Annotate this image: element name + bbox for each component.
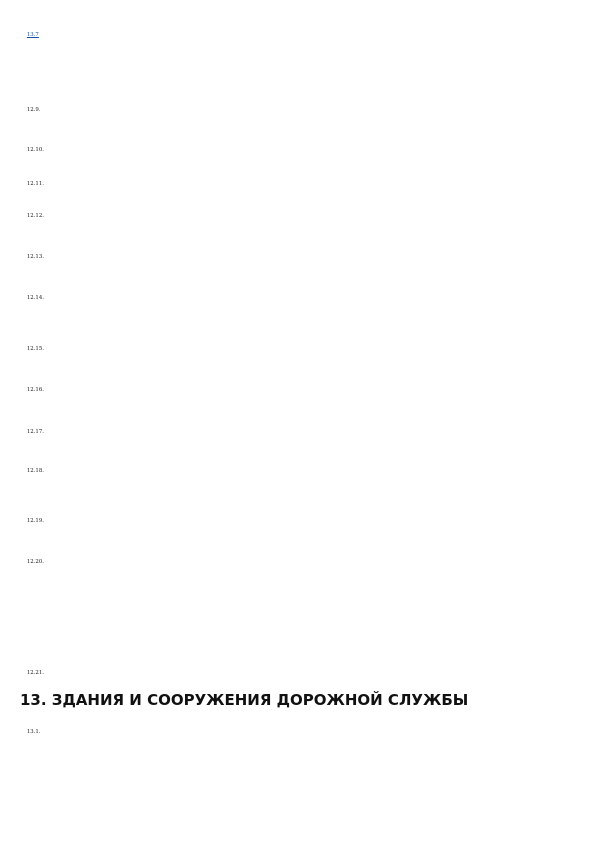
paragraph <box>20 548 575 569</box>
paragraph <box>20 170 575 191</box>
paragraph <box>20 418 575 448</box>
paragraph-number: 12.21. <box>26 669 45 676</box>
paragraph <box>20 64 575 85</box>
paragraph-number: 12.15. <box>26 345 45 352</box>
paragraph-number: 12.17. <box>26 428 45 435</box>
list-item <box>20 620 575 632</box>
paragraph <box>20 718 575 739</box>
paragraph <box>20 40 575 52</box>
paragraph <box>20 335 575 365</box>
list-item <box>20 640 575 652</box>
list-item <box>20 600 575 612</box>
paragraph <box>20 243 575 273</box>
paragraph-number: 12.14. <box>26 294 45 301</box>
paragraph-number: 13.1. <box>26 728 41 735</box>
paragraph-number: 12.18. <box>26 467 45 474</box>
paragraph-number: 12.10. <box>26 146 45 153</box>
paragraph <box>20 457 575 497</box>
paragraph-number: 12.13. <box>26 253 45 260</box>
paragraph <box>20 12 575 38</box>
clause-link[interactable]: 13.7 <box>26 32 39 38</box>
paragraph-number: 12.11. <box>26 180 45 187</box>
paragraph-number: 12.12. <box>26 212 45 219</box>
paragraph <box>20 376 575 416</box>
section-heading: 13. ЗДАНИЯ И СООРУЖЕНИЯ ДОРОЖНОЙ СЛУЖБЫ <box>20 691 469 709</box>
paragraph <box>20 136 575 157</box>
paragraph <box>20 752 575 773</box>
paragraph-number: 12.20. <box>26 558 45 565</box>
paragraph-number: 12.16. <box>26 386 45 393</box>
paragraph <box>20 786 575 807</box>
paragraph <box>20 96 575 126</box>
paragraph <box>20 284 575 324</box>
paragraph <box>20 659 575 680</box>
list-item <box>20 576 575 588</box>
paragraph-number: 12.19. <box>26 517 45 524</box>
paragraph <box>20 507 575 547</box>
paragraph <box>20 202 575 232</box>
paragraph-number: 12.9. <box>26 106 41 113</box>
